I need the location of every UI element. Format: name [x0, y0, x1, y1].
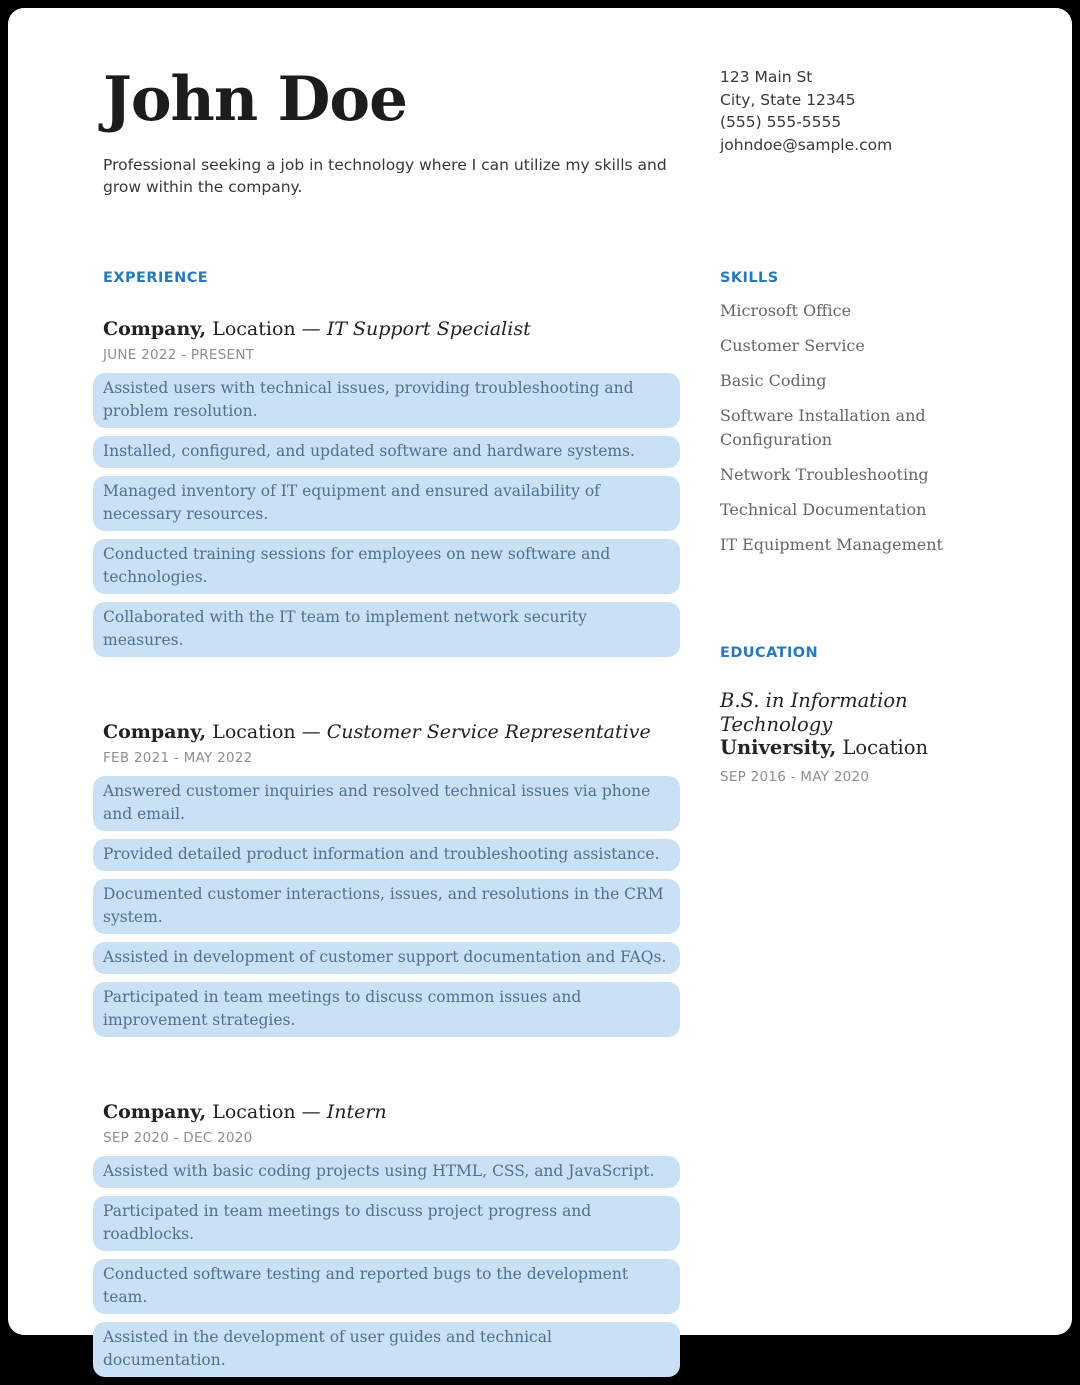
education-school-name: University,: [720, 736, 836, 759]
job-location: Location: [212, 721, 295, 743]
education-degree: B.S. in Information Technology: [720, 689, 948, 736]
skills-heading: SKILLS: [720, 270, 948, 286]
job-bullets: [93, 373, 680, 657]
job-entry: [93, 1099, 680, 1377]
highlighted-bullet[interactable]: Assisted in development of customer support documentation and FAQs.: [93, 942, 680, 974]
skill-item: Basic Coding: [720, 369, 948, 393]
job-title: [103, 1099, 680, 1125]
job-role: Intern: [327, 1101, 387, 1123]
job-bullets: [93, 1156, 680, 1377]
job-company: Company,: [103, 1101, 206, 1123]
education-dates: SEP 2016 - MAY 2020: [720, 769, 948, 785]
candidate-name: John Doe: [103, 66, 407, 133]
job-dates: JUNE 2022 - PRESENT: [103, 347, 680, 363]
highlighted-bullet[interactable]: Provided detailed product information and troubleshooting assistance.: [93, 839, 680, 871]
experience-section: [93, 270, 680, 1385]
job-role: Customer Service Representative: [327, 721, 651, 743]
skill-item: Customer Service: [720, 334, 948, 358]
contact-address-line1: 123 Main St: [720, 66, 1050, 89]
contact-address-line2: City, State 12345: [720, 89, 1050, 112]
contact-block: [720, 66, 1050, 156]
skill-item: IT Equipment Management: [720, 533, 948, 557]
highlighted-bullet[interactable]: Managed inventory of IT equipment and ensured availability of necessary resources.: [93, 476, 680, 531]
professional-summary: Professional seeking a job in technology where I can utilize my skills and grow within the company.: [103, 154, 688, 198]
job-entry: [93, 316, 680, 657]
highlighted-bullet[interactable]: Conducted software testing and reported bugs to the development team.: [93, 1259, 680, 1314]
job-dates: FEB 2021 - MAY 2022: [103, 750, 680, 766]
resume-page: [8, 8, 1072, 1335]
job-title-separator: —: [302, 318, 321, 340]
job-bullets: [93, 776, 680, 1037]
highlighted-bullet[interactable]: Documented customer interactions, issues, and resolutions in the CRM system.: [93, 879, 680, 934]
skills-list: [720, 299, 948, 557]
highlighted-bullet[interactable]: Assisted users with technical issues, providing troubleshooting and problem resolution.: [93, 373, 680, 428]
highlighted-bullet[interactable]: Answered customer inquiries and resolved technical issues via phone and email.: [93, 776, 680, 831]
education-heading: EDUCATION: [720, 645, 948, 661]
job-dates: SEP 2020 - DEC 2020: [103, 1130, 680, 1146]
jobs-list: [93, 316, 680, 1377]
job-title-separator: —: [302, 721, 321, 743]
job-company: Company,: [103, 721, 206, 743]
highlighted-bullet[interactable]: Installed, configured, and updated software and hardware systems.: [93, 436, 680, 468]
education-school: [720, 736, 948, 760]
skill-item: Microsoft Office: [720, 299, 948, 323]
experience-heading: EXPERIENCE: [103, 270, 680, 286]
highlighted-bullet[interactable]: Participated in team meetings to discuss project progress and roadblocks.: [93, 1196, 680, 1251]
skill-item: Technical Documentation: [720, 498, 948, 522]
job-title: [103, 316, 680, 342]
education-school-location: Location: [842, 736, 928, 759]
job-company: Company,: [103, 318, 206, 340]
highlighted-bullet[interactable]: Assisted in the development of user guides and technical documentation.: [93, 1322, 680, 1377]
job-title: [103, 719, 680, 745]
highlighted-bullet[interactable]: Collaborated with the IT team to implement network security measures.: [93, 602, 680, 657]
job-location: Location: [212, 318, 295, 340]
contact-email: johndoe@sample.com: [720, 134, 1050, 157]
highlighted-bullet[interactable]: Conducted training sessions for employees on new software and technologies.: [93, 539, 680, 594]
highlighted-bullet[interactable]: Assisted with basic coding projects using HTML, CSS, and JavaScript.: [93, 1156, 680, 1188]
contact-phone: (555) 555-5555: [720, 111, 1050, 134]
job-title-separator: —: [302, 1101, 321, 1123]
sidebar-column: [720, 270, 948, 785]
highlighted-bullet[interactable]: Participated in team meetings to discuss common issues and improvement strategies.: [93, 982, 680, 1037]
job-role: IT Support Specialist: [327, 318, 531, 340]
job-location: Location: [212, 1101, 295, 1123]
job-entry: [93, 719, 680, 1037]
skill-item: Software Installation and Configuration: [720, 404, 948, 452]
skill-item: Network Troubleshooting: [720, 463, 948, 487]
